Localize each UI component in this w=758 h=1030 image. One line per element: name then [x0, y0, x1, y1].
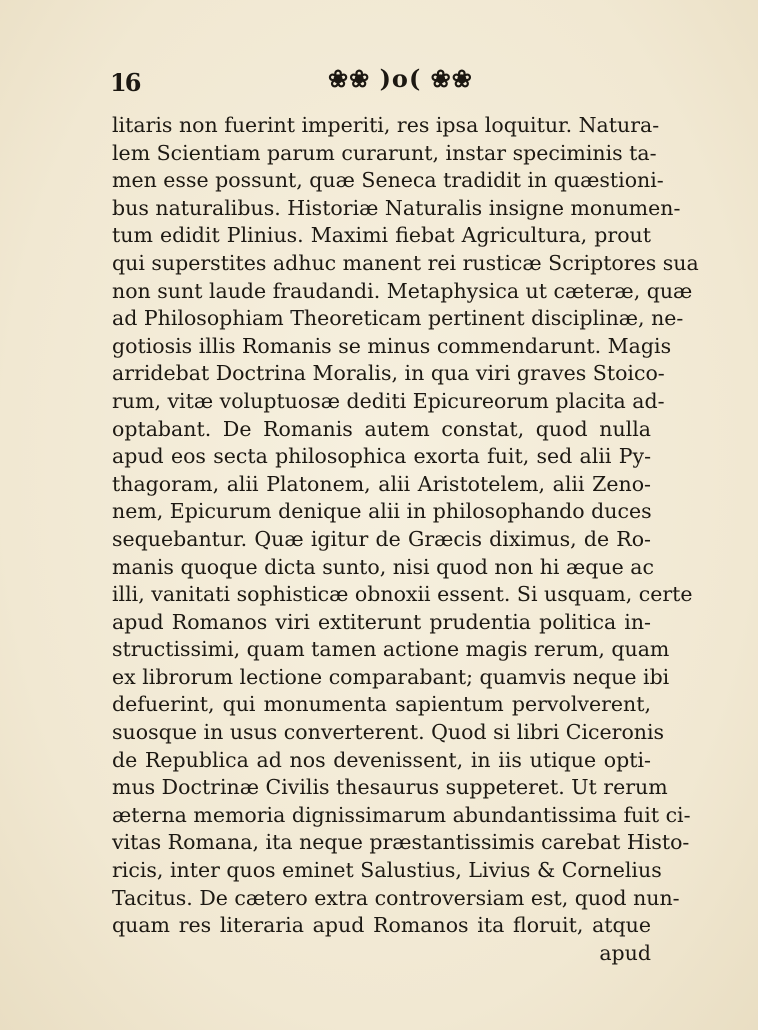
text-line: non sunt laude fraudandi. Metaphysica ut cæteræ, quæ [112, 278, 693, 303]
text-line: gotiosis illis Romanis se minus commendarunt. Magis [112, 333, 672, 358]
header-ornament: ❀❀ )o( ❀❀ [328, 64, 473, 93]
text-line: thagoram, alii Platonem, alii Aristotelem, alii Zeno- [112, 471, 651, 496]
text-line: illi, vanitati sophisticæ obnoxii essent. Si usquam, certe [112, 582, 693, 607]
text-line: lem Scientiam parum curarunt, instar speciminis ta- [112, 140, 657, 165]
text-line: qui superstites adhuc manent rei rusticæ Scriptores sua [112, 250, 699, 275]
text-line: ex librorum lectione comparabant; quamvis neque ibi [112, 664, 670, 689]
text-line: suosque in usus converterent. Quod si libri Ciceronis [112, 720, 665, 745]
text-line: bus naturalibus. Historiæ Naturalis insigne monumen- [112, 195, 681, 220]
catchword: apud [599, 940, 651, 965]
text-line: apud Romanos viri extiterunt prudentia politica in- [112, 609, 651, 634]
text-line: men esse possunt, quæ Seneca tradidit in quæstioni- [112, 168, 664, 193]
body-text [112, 112, 699, 967]
text-line: de Republica ad nos devenissent, in iis utique opti- [112, 747, 651, 772]
page-number: 16 [110, 68, 140, 97]
text-line: optabant. De Romanis autem constat, quod nulla [112, 416, 651, 441]
text-line: ricis, inter quos eminet Salustius, Livius & Cornelius [112, 858, 662, 883]
text-line: rum, vitæ voluptuosæ dediti Epicureorum placita ad- [112, 388, 665, 413]
text-line: quam res literaria apud Romanos ita floruit, atque [112, 913, 651, 938]
text-line: defuerint, qui monumenta sapientum pervolverent, [112, 692, 651, 717]
page-header [110, 62, 650, 102]
text-line: nem, Epicurum denique alii in philosophando duces [112, 499, 652, 524]
text-line: tum edidit Plinius. Maximi fiebat Agricultura, prout [112, 223, 651, 248]
text-line: litaris non fuerint imperiti, res ipsa loquitur. Natura- [112, 113, 660, 137]
text-line: apud eos secta philosophica exorta fuit, sed alii Py- [112, 444, 651, 469]
text-line: manis quoque dicta sunto, nisi quod non hi æque ac [112, 554, 654, 579]
text-line: arridebat Doctrina Moralis, in qua viri graves Stoico- [112, 361, 665, 386]
text-line: æterna memoria dignissimarum abundantissima fuit ci- [112, 802, 691, 827]
text-line: vitas Romana, ita neque præstantissimis carebat Histo- [112, 830, 690, 855]
text-line: mus Doctrinæ Civilis thesaurus suppeteret. Ut rerum [112, 775, 668, 800]
text-line: structissimi, quam tamen actione magis rerum, quam [112, 637, 670, 662]
text-line: ad Philosophiam Theoreticam pertinent disciplinæ, ne- [112, 306, 684, 331]
text-line: sequebantur. Quæ igitur de Græcis diximus, de Ro- [112, 526, 651, 551]
text-line: Tacitus. De cætero extra controversiam est, quod nun- [112, 885, 680, 910]
